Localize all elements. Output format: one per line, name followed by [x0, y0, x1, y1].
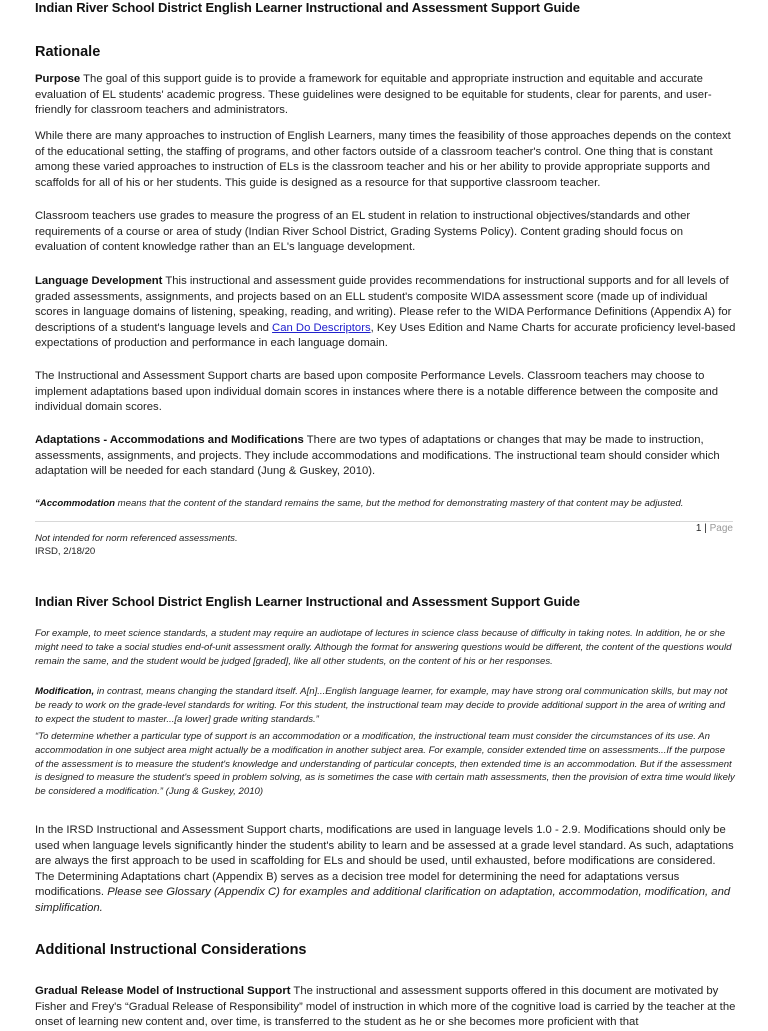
- modification-quote: [35, 685, 735, 726]
- grades-paragraph: Classroom teachers use grades to measure the progress of an EL student in relation to instructional objectives/standards and other requirements of a course or area of study (Indian River School District, Grading Systems Policy). Content grading should focus on evaluation of content knowledge rather than an EL's language development.: [35, 210, 691, 254]
- footer-divider: [35, 521, 733, 522]
- page-number: [660, 523, 733, 534]
- can-do-descriptors-link[interactable]: Can Do Descriptors: [272, 321, 371, 334]
- irsd-modifications-paragraph: [35, 823, 737, 917]
- language-development-text: This instructional and assessment guide provides recommendations for instructional supports and for all levels of graded assessments, assignments, and projects based on an ELL student's composite WIDA assessment score (made up of individual scores in language domains of listening, speaking, reading, and writing). Please refer to the WIDA Performance Definitions (Appendix A) for descriptions of a student's language levels and: [35, 275, 732, 334]
- accommodation-text: means that the content of the standard remains the same, but the method for demonstrating mastery of that content may be adjusted.: [114, 498, 684, 509]
- page2-document-title: Indian River School District English Learner Instructional and Assessment Support Guide: [35, 594, 580, 609]
- purpose-text: The goal of this support guide is to provide a framework for equitable and appropriate instruction and equitable and accurate evaluation of EL students' academic progress. These guidelines were designed to be equitable for students, clear for parents, and user-friendly for classroom teachers and administrators.: [35, 73, 712, 117]
- footer-revision: IRSD, 2/18/20: [35, 545, 96, 557]
- language-development-label: Language Development: [35, 275, 163, 287]
- page1-document-title: Indian River School District English Learner Instructional and Assessment Support Guide: [35, 0, 580, 15]
- page-number-separator: |: [701, 523, 710, 534]
- footer-note: [35, 533, 238, 558]
- modification-text: in contrast, means changing the standard itself. A[n]...English language learner, for example, may have strong oral communication skills, but may not be ready to work on the grade-level standards for writing. For this student, the instructional team may decide to provide additional support in the area of writing and to expect the student to master...[a lower] grade writing standards.”: [35, 686, 728, 725]
- determine-quote: “To determine whether a particular type of support is an accommodation or a modification, the instructional team must consider the circumstances of its use. An accommodation in one subject area might actually be a modification in another subject area. For example, consider extended time on assessments...If the purpose of the assessment is to measure the student's knowledge and understanding of particular concepts, then extended time is an accommodation. But if the assessment is designed to measure the student's speed in problem solving, as is sometimes the case with certain math assessments, then the provision of extra time would likely be considered a modification.” (Jung & Guskey, 2010): [35, 731, 735, 798]
- approaches-paragraph: While there are many approaches to instruction of English Learners, many times the feasibility of those approaches depends on the context of the educational setting, the staffing of programs, and other factors outside of a classroom teacher's control. One thing that is constant among these varied approaches to instruction of ELs is the classroom teacher and his or her ability to provide appropriate supports and scaffolds for all of his or her students. This guide is designed as a resource for that supportive classroom teacher.: [35, 130, 731, 189]
- rationale-heading: Rationale: [35, 44, 101, 60]
- language-development-text-after: , Key Uses Edition and Name Charts for accurate proficiency level-based expectations of production and performance in each language domain.: [35, 321, 736, 350]
- gradual-release-text: The instructional and assessment supports offered in this document are motivated by Fisher and Frey's “Gradual Release of Responsibility” model of instruction in which more of the cognitive load is carried by the teacher at the onset of learning new content and, over time, is transferred to the student as he or she becomes more proficient with that: [35, 985, 736, 1029]
- gradual-release-label: Gradual Release Model of Instructional Support: [35, 985, 291, 997]
- footer-disclaimer: Not intended for norm referenced assessments.: [35, 533, 238, 544]
- purpose-label: Purpose: [35, 73, 81, 85]
- page-label: Page: [709, 523, 733, 534]
- language-development-paragraph: [35, 274, 737, 352]
- adaptations-paragraph: [35, 433, 737, 480]
- adaptations-text: There are two types of adaptations or changes that may be made to instruction, assessments, assignments, and projects. They include accommodations and modifications. The instructional team should consider which adaptation will be needed for each standard (Jung & Guskey, 2010).: [35, 434, 720, 478]
- purpose-paragraph: [35, 72, 737, 119]
- accommodation-quote: [35, 497, 755, 511]
- additional-considerations-heading: Additional Instructional Considerations: [35, 942, 307, 958]
- glossary-note: Please see Glossary (Appendix C) for examples and additional clarification on adaptation, accommodation, modification, and simplification.: [35, 886, 731, 914]
- adaptations-label: Adaptations - Accommodations and Modifications: [35, 434, 304, 446]
- accommodation-label: “Accommodation: [35, 498, 115, 509]
- irsd-modifications-text: In the IRSD Instructional and Assessment Support charts, modifications are used in language levels 1.0 - 2.9. Modifications should only be used when language levels significantly hinder the student's ability to learn and be assessed at a grade level standard. As such, adaptations are always the first approach to be used in scaffolding for ELs and should be used, until exhausted, before modifications are considered. The Determining Adaptations chart (Appendix B) serves as a decision tree model for determining the need for adaptations versus modifications.: [35, 824, 734, 899]
- example-quote: For example, to meet science standards, a student may require an audiotape of lectures in science class because of difficulty in taking notes. In addition, he or she might need to take a social studies end-of-unit assessment orally. Although the format for answering questions would be different, the content of the questions would remain the same, and the student would be judged [graded], like all other students, on the content of his or her responses.: [35, 628, 732, 667]
- page-number-value: 1: [695, 523, 702, 534]
- charts-paragraph: The Instructional and Assessment Support charts are based upon composite Performance Levels. Classroom teachers may choose to implement adaptations based upon individual domain scores in instances where there is a notable difference between the composite and individual domain scores.: [35, 370, 719, 414]
- modification-label: Modification,: [35, 686, 95, 697]
